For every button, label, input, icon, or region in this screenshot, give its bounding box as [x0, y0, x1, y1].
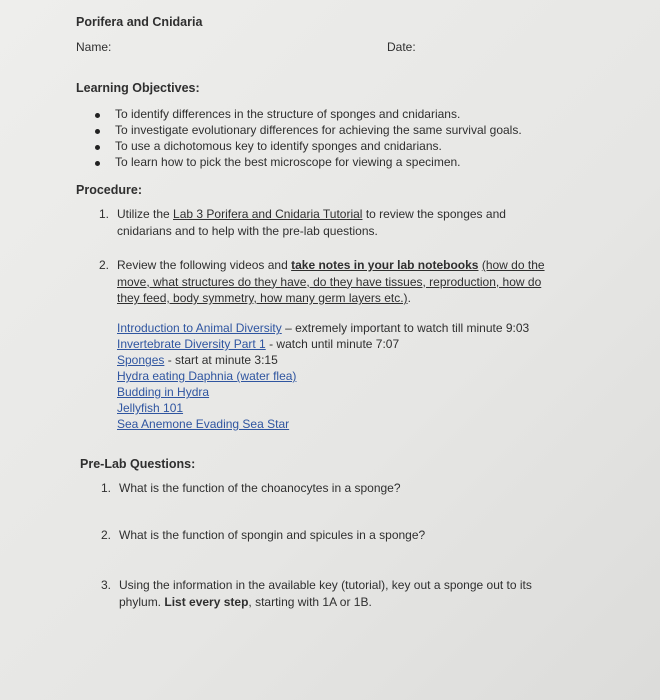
video-item: Invertebrate Diversity Part 1 - watch until minute 7:07: [117, 337, 400, 351]
bullet-icon: [95, 129, 100, 134]
video-link[interactable]: Jellyfish 101: [117, 401, 184, 415]
tutorial-link[interactable]: Lab 3 Porifera and Cnidaria Tutorial: [173, 207, 363, 221]
question-number: 1.: [101, 481, 112, 495]
video-link[interactable]: Budding in Hydra: [117, 385, 210, 399]
objective-item: To use a dichotomous key to identify sponges and cnidarians.: [115, 139, 442, 153]
objective-item: To learn how to pick the best microscope for viewing a specimen.: [115, 155, 461, 169]
step-number: 2.: [99, 258, 110, 272]
step-2: Review the following videos and take notes in your lab notebooks (how do the move, what structures do they have, do they have tissues, reproduction, how do they feed, body symmetry, how many germ layers etc.).: [117, 258, 545, 305]
procedure-heading: Procedure:: [76, 183, 142, 197]
video-link[interactable]: Introduction to Animal Diversity: [117, 321, 282, 335]
video-item: [117, 416, 529, 432]
question-number: 3.: [101, 578, 112, 592]
step-1: Utilize the Lab 3 Porifera and Cnidaria Tutorial to review the sponges and cnidarians and to help with the pre-lab questions.: [117, 207, 506, 238]
step-number: 1.: [99, 207, 110, 221]
video-link[interactable]: Sponges: [117, 353, 165, 367]
document-title: Porifera and Cnidaria: [76, 15, 203, 29]
video-link[interactable]: Invertebrate Diversity Part 1: [117, 337, 266, 351]
objectives-heading: Learning Objectives:: [76, 81, 200, 95]
video-item: Introduction to Animal Diversity – extremely important to watch till minute 9:03: [117, 321, 530, 335]
video-list: [117, 320, 529, 432]
video-item: [117, 368, 529, 384]
objective-item: To identify differences in the structure of sponges and cnidarians.: [115, 107, 461, 121]
question-3: Using the information in the available key (tutorial), key out a sponge out to its phylum. List every step, starting with 1A or 1B.: [119, 578, 532, 609]
prelab-heading: Pre-Lab Questions:: [80, 457, 196, 471]
bullet-icon: [95, 113, 100, 118]
video-item: [117, 384, 529, 400]
objective-item: To investigate evolutionary differences for achieving the same survival goals.: [115, 123, 522, 137]
bullet-icon: [95, 145, 100, 150]
video-link[interactable]: Hydra eating Daphnia (water flea): [117, 369, 297, 383]
video-item: [117, 400, 529, 416]
question-1: What is the function of the choanocytes in a sponge?: [119, 481, 401, 495]
date-label: Date:: [387, 40, 416, 54]
bullet-icon: [95, 161, 100, 166]
video-link[interactable]: Sea Anemone Evading Sea Star: [117, 417, 290, 431]
video-item: Sponges - start at minute 3:15: [117, 353, 278, 367]
name-label: Name:: [76, 40, 112, 54]
question-2: What is the function of spongin and spicules in a sponge?: [119, 528, 426, 542]
question-number: 2.: [101, 528, 112, 542]
